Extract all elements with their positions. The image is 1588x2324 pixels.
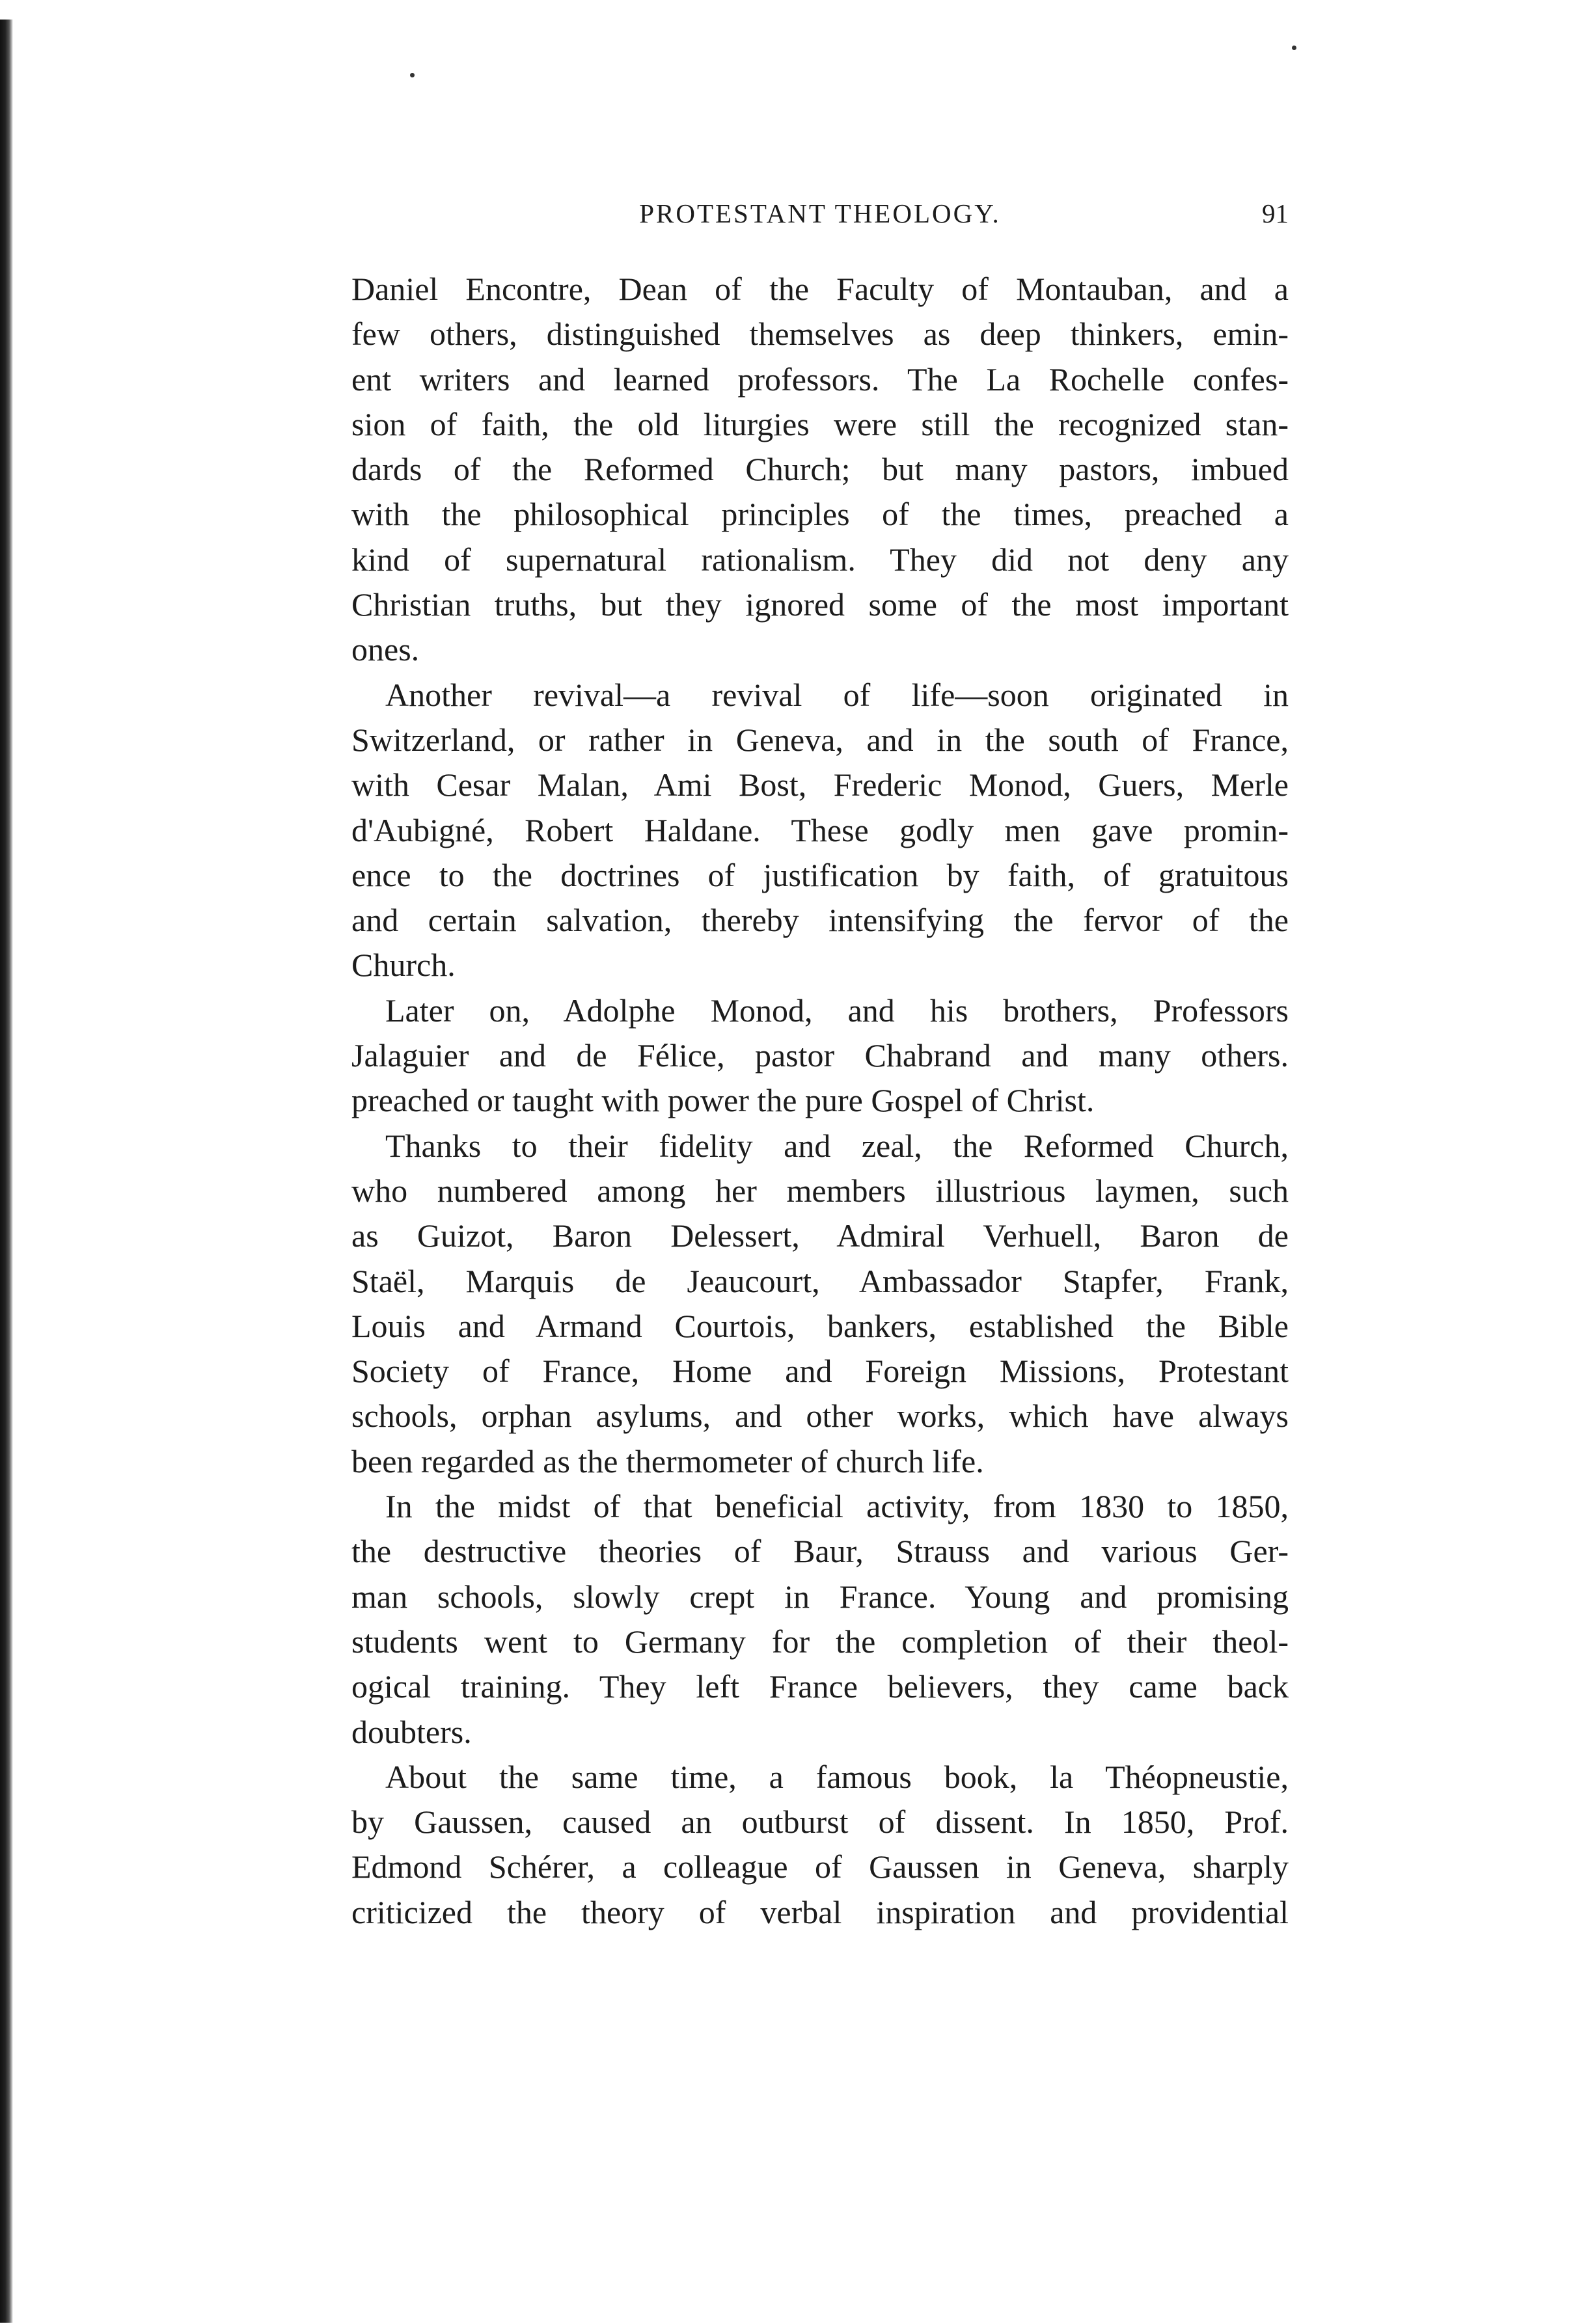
text-line: Jalaguier and de Félice, pastor Chabrand and many others. [351,1037,1289,1074]
text-line: criticized the theory of verbal inspiration and providential [351,1893,1289,1930]
text-line: Thanks to their fidelity and zeal, the Reformed Church, [385,1127,1289,1164]
text-line: doubters. [351,1713,472,1750]
text-line: d'Aubigné, Robert Haldane. These godly men gave promin- [351,811,1289,848]
text-line: ones. [351,631,420,668]
text-line: Another revival—a revival of life—soon originated in [385,676,1289,713]
ink-speck [1292,46,1296,50]
text-line: Later on, Adolphe Monod, and his brothers, Professors [385,992,1289,1029]
text-line: Louis and Armand Courtois, bankers, established the Bible [351,1307,1289,1344]
text-line: ence to the doctrines of justification by faith, of gratuitous [351,856,1289,893]
text-line: and certain salvation, thereby intensifying the fervor of the [351,902,1289,939]
text-line: sion of faith, the old liturgies were still the recognized stan- [351,405,1289,442]
text-line: Christian truths, but they ignored some of the most important [351,586,1289,623]
text-line: with the philosophical principles of the times, preached a [351,496,1289,533]
text-line: dards of the Reformed Church; but many pastors, imbued [351,451,1289,488]
running-title: PROTESTANT THEOLOGY. [639,198,1001,228]
text-line: Staël, Marquis de Jeaucourt, Ambassador Stapfer, Frank, [351,1262,1289,1299]
text-line: About the same time, a famous book, la Théopneustie, [385,1758,1289,1795]
text-line: as Guizot, Baron Delessert, Admiral Verhuell, Baron de [351,1217,1289,1254]
ink-speck [410,73,415,77]
page-number: 91 [1262,198,1289,228]
text-line: Daniel Encontre, Dean of the Faculty of Montauban, and a [351,271,1289,307]
text-line: been regarded as the thermometer of church life. [351,1442,984,1480]
text-line: Edmond Schérer, a colleague of Gaussen in Geneva, sharply [351,1848,1289,1885]
text-line: preached or taught with power the pure Gospel of Christ. [351,1082,1095,1119]
binding-edge [0,20,13,2323]
text-line: kind of supernatural rationalism. They did not deny any [351,541,1289,578]
text-line: by Gaussen, caused an outburst of dissent. In 1850, Prof. [351,1804,1289,1841]
text-line: In the midst of that beneficial activity, from 1830 to 1850, [385,1488,1289,1525]
text-line: Society of France, Home and Foreign Missions, Protestant [351,1353,1289,1390]
text-line: Switzerland, or rather in Geneva, and in the south of France, [351,721,1289,758]
running-head [351,198,1289,243]
text-line: man schools, slowly crept in France. Young and promising [351,1578,1289,1615]
text-line: Church. [351,947,456,984]
text-line: who numbered among her members illustrious laymen, such [351,1172,1289,1209]
body-text [351,267,1289,1935]
text-line: ent writers and learned professors. The La Rochelle confes- [351,360,1289,398]
text-line: few others, distinguished themselves as deep thinkers, emin- [351,316,1289,353]
text-line: students went to Germany for the completion of their theol- [351,1623,1289,1660]
text-line: with Cesar Malan, Ami Bost, Frederic Monod, Guers, Merle [351,766,1289,804]
text-line: the destructive theories of Baur, Strauss and various Ger- [351,1533,1289,1570]
text-line: schools, orphan asylums, and other works, which have always [351,1398,1289,1435]
text-line: ogical training. They left France believers, they came back [351,1668,1289,1705]
